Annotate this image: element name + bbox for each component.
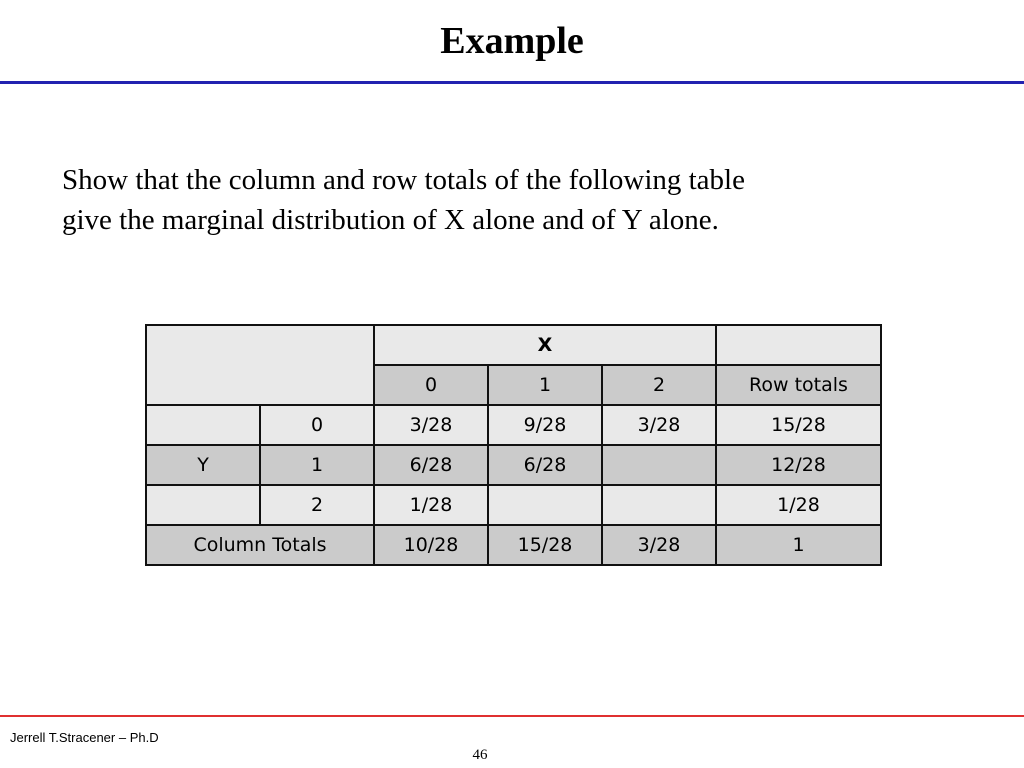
y-label-cell	[146, 405, 260, 445]
table-cell: 1/28	[374, 485, 488, 525]
body-line: give the marginal distribution of X alone and of Y alone.	[62, 204, 719, 236]
title-divider	[0, 81, 1024, 84]
row-total: 12/28	[716, 445, 881, 485]
y-label: Y	[146, 445, 260, 485]
body-line: Show that the column and row totals of the following table	[62, 164, 745, 196]
table-cell	[602, 485, 716, 525]
x-value: 2	[602, 365, 716, 405]
slide-body	[62, 160, 962, 240]
y-value: 1	[260, 445, 374, 485]
table-cell	[602, 445, 716, 485]
table-header-row	[146, 325, 881, 365]
column-totals-row	[146, 525, 881, 565]
footer-author: Jerrell T.Stracener – Ph.D	[10, 730, 159, 745]
page-number: 46	[472, 747, 488, 763]
row-totals-header: Row totals	[716, 365, 881, 405]
column-total: 10/28	[374, 525, 488, 565]
column-total: 15/28	[488, 525, 602, 565]
table-row	[146, 445, 881, 485]
table-row	[146, 485, 881, 525]
grand-total: 1	[716, 525, 881, 565]
y-label-cell	[146, 485, 260, 525]
column-totals-label: Column Totals	[146, 525, 374, 565]
table-cell: 3/28	[602, 405, 716, 445]
table-cell: 3/28	[374, 405, 488, 445]
table-cell: 9/28	[488, 405, 602, 445]
table-cell: 6/28	[374, 445, 488, 485]
y-value: 0	[260, 405, 374, 445]
slide-title: Example	[440, 20, 584, 62]
blank-header-cell	[716, 325, 881, 365]
table-cell: 6/28	[488, 445, 602, 485]
footer-divider	[0, 715, 1024, 717]
x-value: 0	[374, 365, 488, 405]
joint-distribution-table	[145, 324, 882, 566]
row-total: 1/28	[716, 485, 881, 525]
x-value: 1	[488, 365, 602, 405]
y-value: 2	[260, 485, 374, 525]
x-header: X	[374, 325, 716, 365]
corner-cell	[146, 325, 374, 405]
column-total: 3/28	[602, 525, 716, 565]
table-cell	[488, 485, 602, 525]
row-total: 15/28	[716, 405, 881, 445]
table-row	[146, 405, 881, 445]
